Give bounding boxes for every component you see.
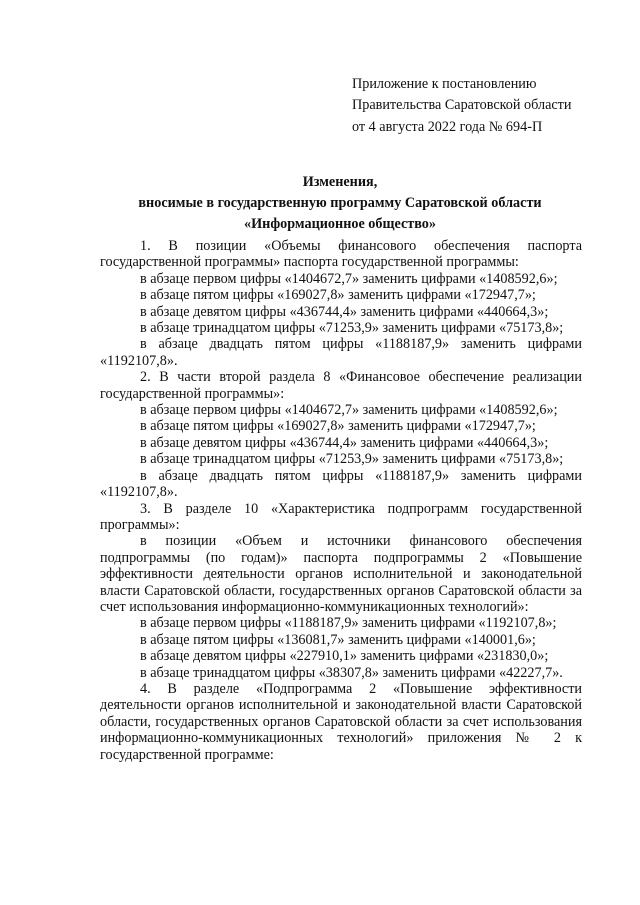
approval-header: [352, 74, 571, 138]
paragraph-1-item: в абзаце двадцать пятом цифры «1188187,9» заменить цифрами «1192107,8».: [100, 336, 582, 369]
paragraph-2-item: в абзаце девятом цифры «436744,4» заменить цифрами «440664,3»;: [140, 434, 549, 451]
paragraph-2-item: в абзаце двадцать пятом цифры «1188187,9» заменить цифрами «1192107,8».: [100, 467, 582, 501]
title-line-3: «Информационное общество»: [244, 216, 436, 232]
paragraph-1: 1. В позиции «Объемы финансового обеспечения паспорта государственной программы» паспорта государственной программы:: [100, 238, 582, 271]
paragraph-1-item: в абзаце пятом цифры «169027,8» заменить цифрами «172947,7»;: [140, 287, 536, 304]
paragraph-1-item: в абзаце девятом цифры «436744,4» заменить цифрами «440664,3»;: [140, 303, 549, 320]
paragraph-3-item: в абзаце тринадцатом цифры «38307,8» заменить цифрами «42227,7».: [140, 664, 563, 681]
paragraph-1-item: в абзаце первом цифры «1404672,7» заменить цифрами «1408592,6»;: [140, 270, 558, 287]
paragraph-3-item: в абзаце пятом цифры «136081,7» заменить цифрами «140001,6»;: [140, 631, 536, 648]
title-line-1: Изменения,: [302, 174, 378, 190]
header-line-2: Правительства Саратовской области: [352, 97, 572, 113]
paragraph-2-item: в абзаце первом цифры «1404672,7» заменить цифрами «1408592,6»;: [140, 402, 558, 419]
paragraph-3-position: в позиции «Объем и источники финансового обеспечения подпрограммы (по годам)» паспорта подпрограммы 2 «Повышение эффективности деятельности органов исполнительной и законодательной власти Саратовской области, государственных органов Саратовской области за счет использования информационно-коммуникационных технологий»:: [100, 533, 582, 615]
header-line-1: Приложение к постановлению: [352, 76, 537, 92]
paragraph-4: 4. В разделе «Подпрограмма 2 «Повышение эффективности деятельности органов исполнительной и законодательной власти Саратовской области, государственных органов Саратовской области за счет использования информационно-коммуникационных технологий» приложения № 2 к государственной программе:: [100, 680, 582, 763]
paragraph-3-item: в абзаце девятом цифры «227910,1» заменить цифрами «231830,0»;: [140, 648, 549, 665]
paragraph-2-item: в абзаце тринадцатом цифры «71253,9» заменить цифрами «75173,8»;: [140, 451, 564, 468]
paragraph-2: 2. В части второй раздела 8 «Финансовое обеспечение реализации государственной программы»:: [100, 369, 582, 402]
header-date-line: от 4 августа 2022 года № 694-П: [352, 119, 543, 135]
title-line-2: вносимые в государственную программу Саратовской области: [138, 195, 542, 211]
document-body: [100, 238, 582, 763]
paragraph-2-item: в абзаце пятом цифры «169027,8» заменить цифрами «172947,7»;: [140, 418, 536, 435]
paragraph-1-item: в абзаце тринадцатом цифры «71253,9» заменить цифрами «75173,8»;: [140, 320, 564, 337]
paragraph-3-item: в абзаце первом цифры «1188187,9» заменить цифрами «1192107,8»;: [140, 615, 557, 632]
document-title: [100, 172, 580, 235]
paragraph-3: 3. В разделе 10 «Характеристика подпрограмм государственной программы»:: [100, 500, 582, 533]
